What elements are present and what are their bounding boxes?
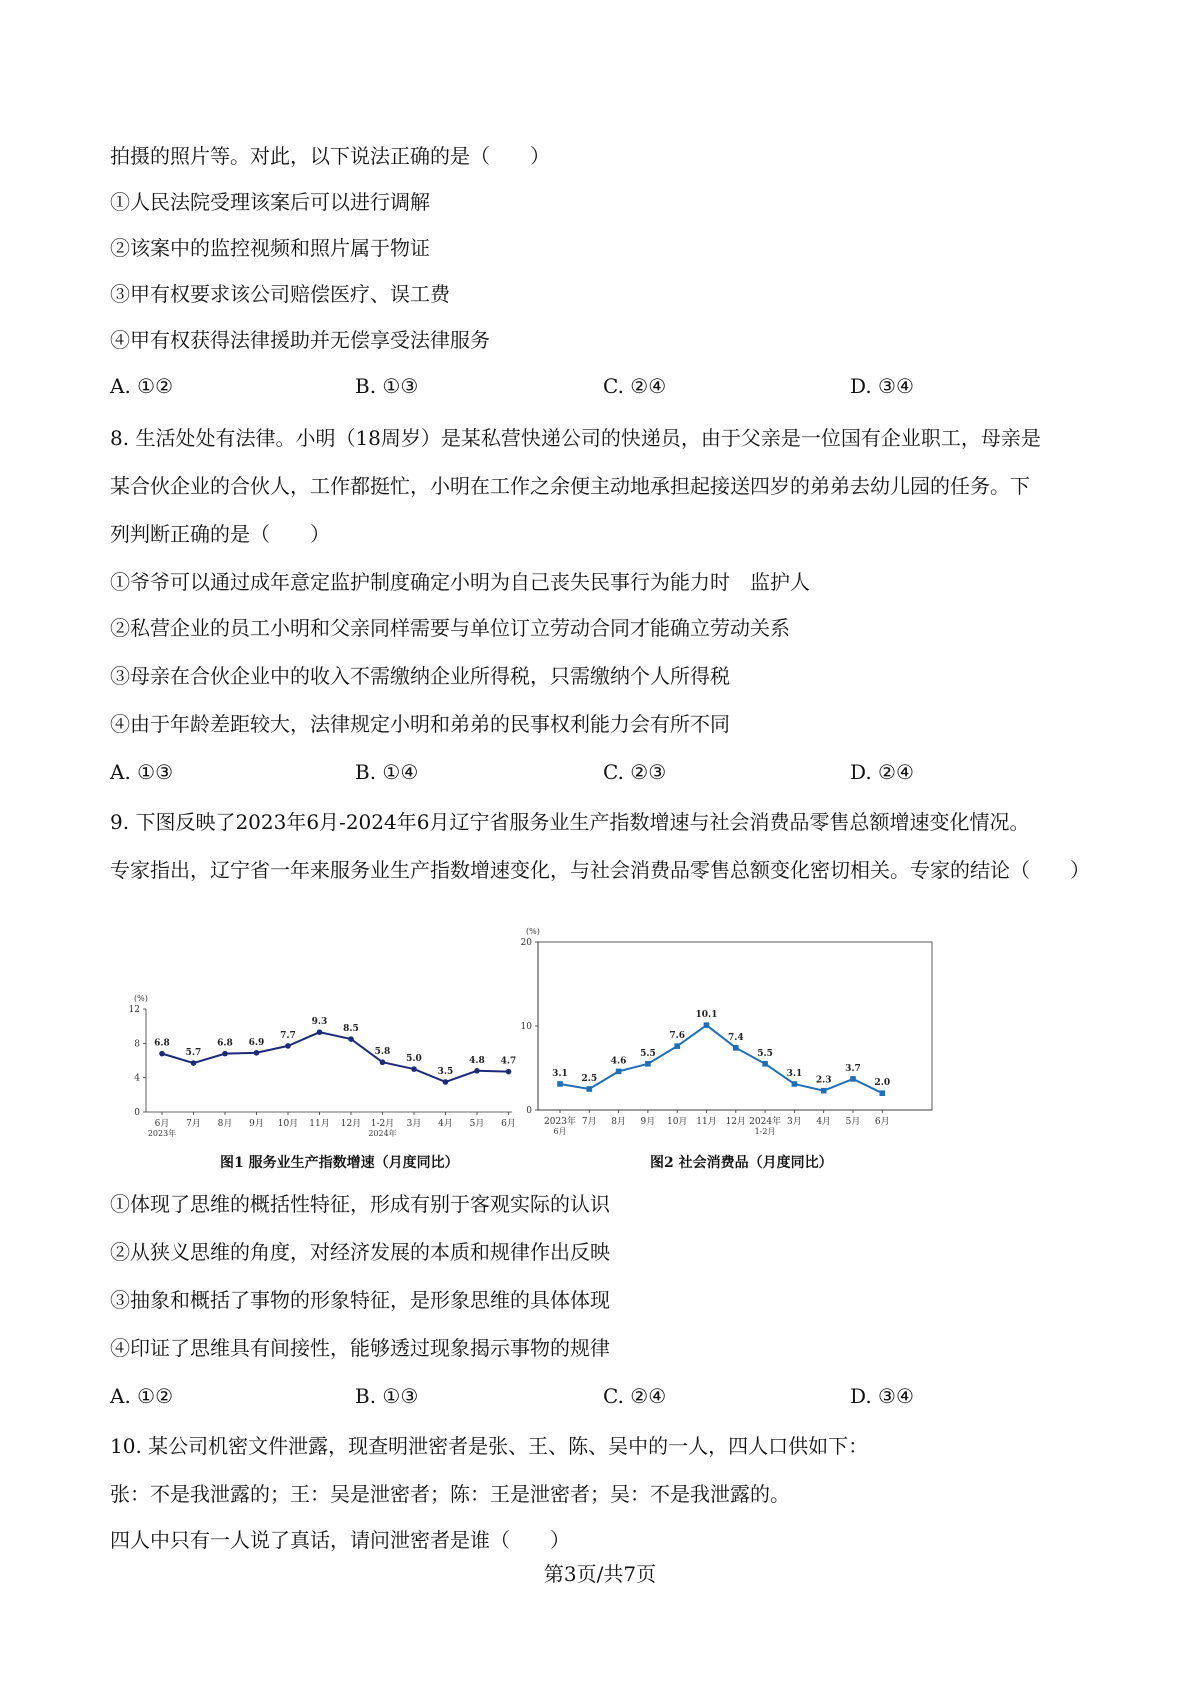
data-label: 3.1 xyxy=(786,1068,803,1079)
x-tick-label: 5月 xyxy=(469,1119,485,1129)
q7-stem-tail: 拍摄的照片等。对此，以下说法正确的是（ ） xyxy=(110,144,550,168)
x-tick-label: 4月 xyxy=(816,1117,832,1127)
data-point xyxy=(674,1043,680,1049)
x-tick-label: 11月 xyxy=(309,1119,330,1129)
q7-option-4: ④甲有权获得法律援助并无偿享受法律服务 xyxy=(110,328,490,352)
x-sub-label: 6月 xyxy=(553,1127,567,1136)
data-point xyxy=(704,1022,710,1028)
q9-stem-line-2: 专家指出，辽宁省一年来服务业生产指数增速变化，与社会消费品零售总额变化密切相关。专家的结论（ ） xyxy=(110,858,1090,882)
data-label: 6.8 xyxy=(217,1038,233,1049)
data-label: 5.0 xyxy=(406,1054,422,1065)
x-tick-label: 3月 xyxy=(406,1119,422,1129)
x-tick-label: 5月 xyxy=(845,1117,861,1127)
x-sub-label: 2024年 xyxy=(368,1129,397,1138)
data-point xyxy=(792,1081,798,1087)
chart-retail-sales xyxy=(520,918,940,1150)
data-label: 10.1 xyxy=(695,1010,718,1021)
series-line xyxy=(162,1032,509,1082)
x-tick-label: 9月 xyxy=(249,1119,264,1129)
chart1-title: 图1 服务业生产指数增速（月度同比） xyxy=(220,1155,459,1171)
x-tick-label: 12月 xyxy=(725,1117,747,1127)
data-point xyxy=(821,1088,827,1094)
q7-option-2: ②该案中的监控视频和照片属于物证 xyxy=(110,236,430,260)
data-point xyxy=(474,1068,480,1074)
y-axis-unit: (%) xyxy=(134,994,148,1003)
x-tick-label: 7月 xyxy=(186,1119,201,1129)
x-tick-label: 1-2月 xyxy=(370,1119,395,1129)
data-point xyxy=(443,1079,449,1085)
data-point xyxy=(616,1069,622,1075)
x-tick-label: 4月 xyxy=(438,1119,453,1129)
x-sub-label: 2023年 xyxy=(147,1129,177,1138)
data-label: 5.5 xyxy=(757,1048,773,1059)
y-tick-label: 0 xyxy=(134,1108,140,1118)
x-tick-label: 8月 xyxy=(611,1117,626,1127)
q8-answer-d: D. ②④ xyxy=(850,760,914,784)
q9-answer-b: B. ①③ xyxy=(355,1384,419,1408)
data-label: 9.3 xyxy=(311,1017,328,1028)
data-point xyxy=(645,1061,651,1067)
q7-answer-c: C. ②④ xyxy=(603,374,667,398)
data-label: 2.3 xyxy=(815,1075,832,1086)
q8-option-2: ②私营企业的员工小明和父亲同样需要与单位订立劳动合同才能确立劳动关系 xyxy=(110,616,790,640)
x-tick-label: 3月 xyxy=(787,1117,802,1127)
q7-answer-d: D. ③④ xyxy=(850,374,914,398)
data-label: 5.8 xyxy=(374,1047,391,1058)
y-tick-label: 20 xyxy=(520,938,532,948)
data-point xyxy=(222,1051,228,1057)
q10-stem-line-3: 四人中只有一人说了真话，请问泄密者是谁（ ） xyxy=(110,1528,570,1552)
data-label: 6.9 xyxy=(248,1037,265,1048)
data-point xyxy=(191,1060,197,1066)
data-point xyxy=(733,1045,739,1051)
data-point xyxy=(254,1050,260,1056)
q9-option-2: ②从狭义思维的角度，对经济发展的本质和规律作出反映 xyxy=(110,1240,610,1264)
page-footer: 第3页/共7页 xyxy=(543,1562,657,1586)
x-tick-label: 6月 xyxy=(501,1119,516,1129)
y-tick-label: 12 xyxy=(128,1005,140,1015)
x-tick-label: 8月 xyxy=(217,1119,233,1129)
data-label: 7.6 xyxy=(669,1031,686,1042)
data-label: 7.4 xyxy=(727,1032,744,1043)
y-tick-label: 0 xyxy=(526,1106,532,1116)
q9-option-3: ③抽象和概括了事物的形象特征，是形象思维的具体体现 xyxy=(110,1288,610,1312)
q7-answer-b: B. ①③ xyxy=(355,374,419,398)
y-tick-label: 10 xyxy=(520,1022,532,1032)
data-label: 7.7 xyxy=(280,1030,296,1041)
data-label: 3.1 xyxy=(552,1068,568,1079)
data-point xyxy=(880,1090,886,1096)
data-label: 3.7 xyxy=(845,1063,861,1074)
q9-answer-c: C. ②④ xyxy=(603,1384,667,1408)
q9-stem-line-1: 9. 下图反映了2023年6月-2024年6月辽宁省服务业生产指数增速与社会消费品零售总额增速变化情况。 xyxy=(110,810,1030,834)
q7-answer-a: A. ①② xyxy=(110,374,174,398)
data-point xyxy=(411,1066,417,1072)
y-tick-label: 4 xyxy=(134,1073,140,1084)
q8-option-4: ④由于年龄差距较大，法律规定小明和弟弟的民事权利能力会有所不同 xyxy=(110,712,730,736)
x-tick-label: 10月 xyxy=(277,1119,299,1129)
y-axis-unit: (%) xyxy=(526,927,540,936)
x-tick-label: 6月 xyxy=(154,1119,170,1129)
q8-answer-a: A. ①③ xyxy=(110,760,174,784)
q8-answer-b: B. ①④ xyxy=(355,760,419,784)
data-label: 5.5 xyxy=(640,1048,656,1059)
data-point xyxy=(159,1051,165,1057)
data-point xyxy=(348,1036,354,1042)
q10-stem-line-1: 10. 某公司机密文件泄露，现查明泄密者是张、王、陈、吴中的一人，四人口供如下： xyxy=(110,1434,869,1458)
q9-answer-d: D. ③④ xyxy=(850,1384,914,1408)
data-label: 5.7 xyxy=(185,1048,202,1059)
x-sub-label: 1-2月 xyxy=(754,1127,776,1136)
x-tick-label: 11月 xyxy=(696,1117,717,1127)
q8-option-3: ③母亲在合伙企业中的收入不需缴纳企业所得税，只需缴纳个人所得税 xyxy=(110,664,730,688)
q8-answer-c: C. ②③ xyxy=(603,760,667,784)
data-label: 4.8 xyxy=(469,1055,485,1066)
data-label: 8.5 xyxy=(343,1024,359,1035)
data-point xyxy=(380,1059,386,1065)
data-point xyxy=(850,1076,856,1082)
x-tick-label: 10月 xyxy=(666,1117,688,1127)
q9-option-1: ①体现了思维的概括性特征，形成有别于客观实际的认识 xyxy=(110,1192,610,1216)
x-tick-label: 2023年 xyxy=(544,1117,576,1127)
data-label: 2.5 xyxy=(581,1074,598,1084)
chart2-title: 图2 社会消费品（月度同比） xyxy=(650,1155,833,1171)
data-label: 2.0 xyxy=(874,1078,891,1089)
data-point xyxy=(762,1061,768,1067)
data-label: 4.7 xyxy=(500,1056,517,1067)
data-point xyxy=(557,1081,563,1087)
data-label: 4.6 xyxy=(610,1056,627,1067)
chart-service-index xyxy=(110,985,530,1150)
x-tick-label: 2024年 xyxy=(749,1117,782,1127)
q9-option-4: ④印证了思维具有间接性，能够透过现象揭示事物的规律 xyxy=(110,1336,610,1360)
series-line xyxy=(560,1025,882,1093)
data-point xyxy=(317,1029,323,1035)
data-label: 3.5 xyxy=(437,1066,454,1077)
data-point xyxy=(587,1086,593,1092)
data-point xyxy=(506,1069,512,1075)
x-tick-label: 12月 xyxy=(340,1119,362,1129)
q9-answer-a: A. ①② xyxy=(110,1384,174,1408)
data-point xyxy=(285,1043,291,1049)
x-tick-label: 6月 xyxy=(874,1117,890,1127)
q8-option-1: ①爷爷可以通过成年意定监护制度确定小明为自己丧失民事行为能力时 监护人 xyxy=(110,570,810,594)
x-tick-label: 9月 xyxy=(640,1117,656,1127)
q8-stem-line-1: 8. 生活处处有法律。小明（18周岁）是某私营快递公司的快递员，由于父亲是一位国有企业职工，母亲是 xyxy=(110,426,1041,450)
y-tick-label: 8 xyxy=(134,1039,140,1050)
q8-stem-line-3: 列判断正确的是（ ） xyxy=(110,522,330,546)
q7-option-1: ①人民法院受理该案后可以进行调解 xyxy=(110,190,430,214)
q10-stem-line-2: 张：不是我泄露的；王：吴是泄密者；陈：王是泄密者；吴：不是我泄露的。 xyxy=(110,1482,790,1506)
x-tick-label: 7月 xyxy=(581,1117,597,1127)
data-label: 6.8 xyxy=(154,1038,170,1049)
q7-option-3: ③甲有权要求该公司赔偿医疗、误工费 xyxy=(110,282,450,306)
q8-stem-line-2: 某合伙企业的合伙人，工作都挺忙，小明在工作之余便主动地承担起接送四岁的弟弟去幼儿园的任务。下 xyxy=(110,474,1030,498)
